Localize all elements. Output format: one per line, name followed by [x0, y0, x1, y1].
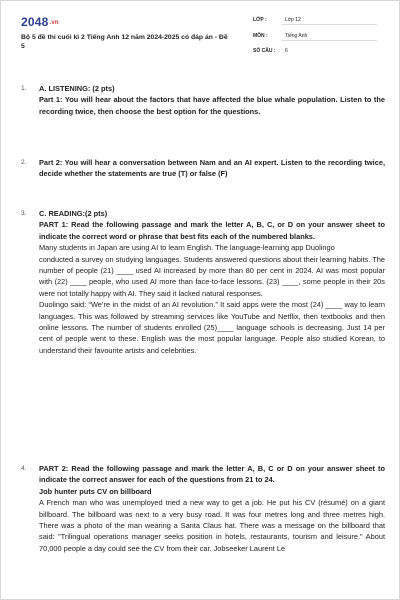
- passage-title: Job hunter puts CV on billboard: [39, 486, 152, 496]
- passage-paragraph: Many students in Japan are using AI to learn English. The language-learning app Duolingo: [39, 243, 335, 253]
- meta-rule: [281, 40, 377, 41]
- site-logo[interactable]: [21, 15, 59, 29]
- section-heading: A. LISTENING: (2 pts): [39, 84, 115, 93]
- question-instruction: PART 2: Read the following passage and mark the letter A, B, C or D on your answer sheet to indicate the correct answer for each of the questions from 21 to 24.: [39, 464, 385, 485]
- passage-paragraph: Duolingo said: “We’re in the midst of an AI revolution.” It said apps were the most (24) ____ way to learn languages. This was followed by streaming services like YouTube and Netflix, then textbooks and then online lessons. The number of students enrolled (25)____ language schools is decreasing. Just 14 per cent of people went to these. English was the most popular language. People also studied Korean, to understand their favourite artists and celebrities.: [39, 300, 385, 355]
- question-instruction: PART 1: Read the following passage and mark the letter A, B, C, or D on your answer sheet to indicate the correct word or phrase that best fits each of the numbered blanks.: [39, 220, 385, 241]
- meta-value: Tiếng Anh: [285, 33, 308, 39]
- meta-label: SỐ CÂU :: [253, 48, 276, 54]
- question-instruction: Part 1: You will hear about the factors that have affected the blue whale population. Listen to the recording twice, then choose the best option for the questions.: [39, 95, 385, 116]
- meta-label: LỚP :: [253, 17, 267, 23]
- passage-paragraph: A French man who was unemployed tried a new way to get a job. He put his CV (résumé) on a giant billboard. The billboard was next to a very busy road. It was four metres long and three metres high. There was a photo of the man wearing a Santa Claus hat. There was a message on the billboard that said: "Trilingual operations manager seeks position in hotels, restaurants, tourism and leisure." About 70,000 people a day could see the CV from their car. Jobseeker Laurent Le: [39, 498, 385, 553]
- logo-suffix: .vn: [49, 19, 59, 26]
- meta-label: MÔN :: [253, 33, 268, 39]
- document-header: [1, 1, 400, 73]
- question-number: 3.: [21, 210, 27, 217]
- question-number: 4.: [21, 465, 27, 472]
- question-number: 1.: [21, 85, 27, 92]
- passage-paragraph: conducted a survey on studying languages. Students answered questions about their learning habits. The number of people (21) ____ used AI increased by more than 80 per cent in 2024. AI was most popular with (22) ____ people, who used AI more than face-to-face lessons. (23) ____, some people in their 20s were not totally happy with AI. They said it lacked natural responses.: [39, 254, 385, 298]
- meta-value: Lớp 12: [285, 17, 301, 23]
- section-heading: C. READING:(2 pts): [39, 209, 108, 218]
- question-instruction: Part 2: You will hear a conversation between Nam and an AI expert. Listen to the recording twice, decide whether the statements are true (T) or false (F): [39, 158, 385, 179]
- meta-rule: [281, 24, 377, 25]
- document-title: Bộ 5 đề thi cuối kì 2 Tiếng Anh 12 năm 2024-2025 có đáp án - Đề 5: [21, 34, 228, 50]
- question-number: 2.: [21, 159, 27, 166]
- logo-text: 2048: [21, 15, 49, 29]
- meta-value: 6: [285, 48, 288, 54]
